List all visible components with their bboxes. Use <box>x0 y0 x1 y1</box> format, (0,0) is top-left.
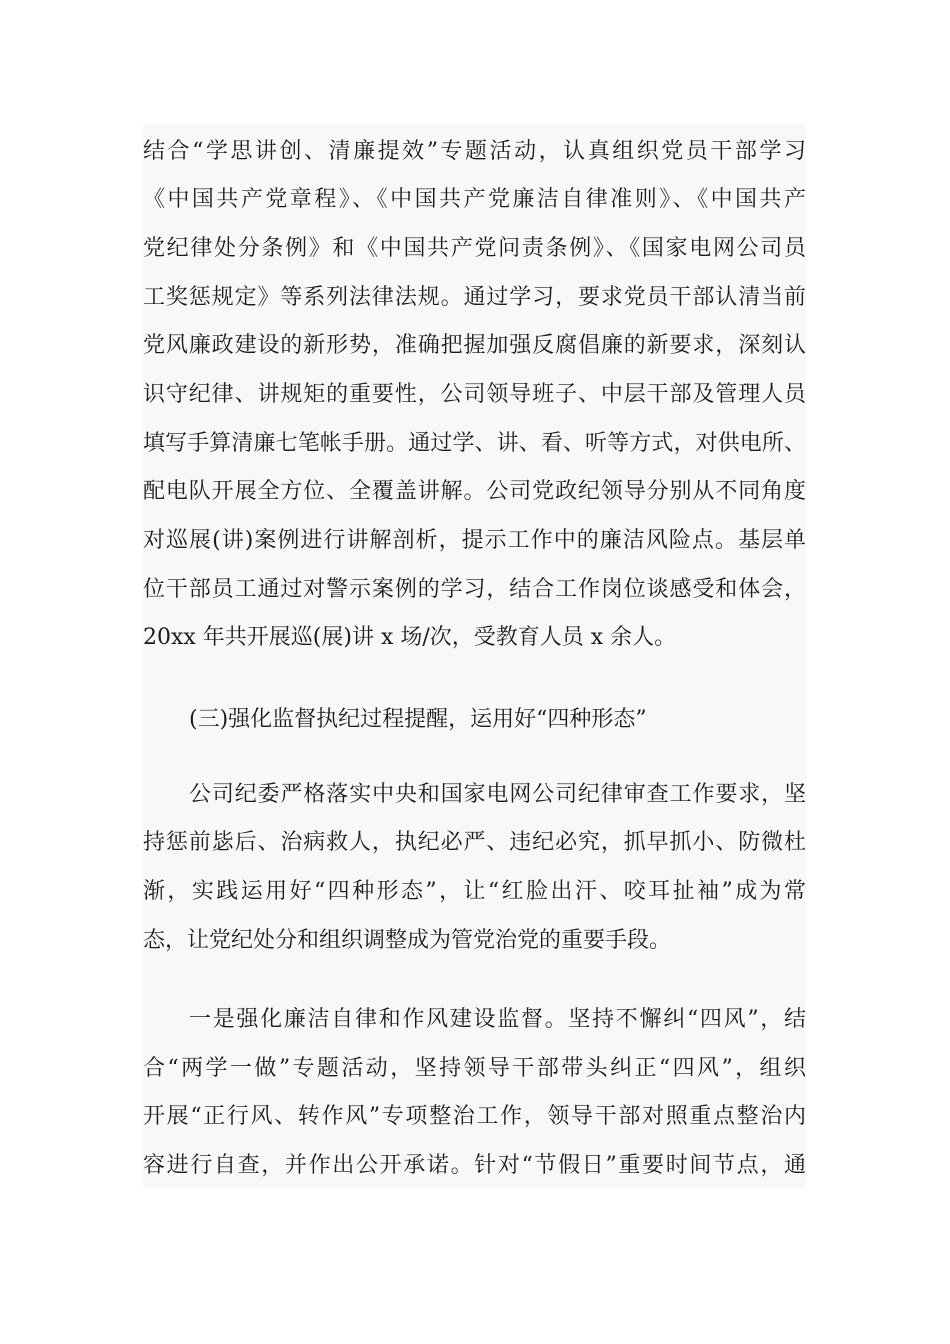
paragraph-1-line-4: 工奖惩规定》等系列法律法规。通过学习，要求党员干部认清当前 <box>143 285 806 310</box>
paragraph-2-line-2: 持惩前毖后、治病救人，执纪必严、违纪必究，抓早抓小、防微杜 <box>143 830 806 855</box>
paragraph-1-line-5: 党风廉政建设的新形势，准确把握加强反腐倡廉的新要求，深刻认 <box>143 333 806 358</box>
section-heading: (三)强化监督执纪过程提醒，运用好“四种形态” <box>189 707 647 732</box>
paragraph-1-line-9: 对巡展(讲)案例进行讲解剖析，提示工作中的廉洁风险点。基层单 <box>143 528 806 553</box>
paragraph-2-line-1: 公司纪委严格落实中央和国家电网公司纪律审查工作要求，坚 <box>189 782 806 807</box>
paragraph-1-line-7: 填写手算清廉七笔帐手册。通过学、讲、看、听等方式，对供电所、 <box>143 431 806 456</box>
paragraph-3-line-2: 合“两学一做”专题活动，坚持领导干部带头纠正“四风”，组织 <box>143 1056 806 1081</box>
paragraph-3-line-1: 一是强化廉洁自律和作风建设监督。坚持不懈纠“四风”，结 <box>189 1007 806 1032</box>
paragraph-3-line-4: 容进行自查，并作出公开承诺。针对“节假日”重要时间节点，通 <box>143 1153 806 1178</box>
paragraph-1-line-10: 位干部员工通过对警示案例的学习，结合工作岗位谈感受和体会， <box>143 577 806 602</box>
paragraph-1-line-1: 结合“学思讲创、清廉提效”专题活动，认真组织党员干部学习 <box>143 139 806 164</box>
paragraph-1-line-8: 配电队开展全方位、全覆盖讲解。公司党政纪领导分别从不同角度 <box>143 479 806 504</box>
paragraph-2-line-3: 渐，实践运用好“四种形态”，让“红脸出汗、咬耳扯袖”成为常 <box>143 879 806 904</box>
paragraph-1-line-6: 识守纪律、讲规矩的重要性，公司领导班子、中层干部及管理人员 <box>143 382 806 407</box>
paragraph-1-line-2: 《中国共产党章程》、《中国共产党廉洁自律准则》、《中国共产 <box>143 187 806 212</box>
paragraph-2-line-4: 态，让党纪处分和组织调整成为管党治党的重要手段。 <box>143 928 672 953</box>
paragraph-1-line-11: 20xx 年共开展巡(展)讲 x 场/次，受教育人员 x 余人。 <box>143 625 677 650</box>
paragraph-1-line-3: 党纪律处分条例》和《中国共产党问责条例》、《国家电网公司员 <box>143 236 806 261</box>
paragraph-3-line-3: 开展“正行风、转作风”专项整治工作，领导干部对照重点整治内 <box>143 1104 806 1129</box>
